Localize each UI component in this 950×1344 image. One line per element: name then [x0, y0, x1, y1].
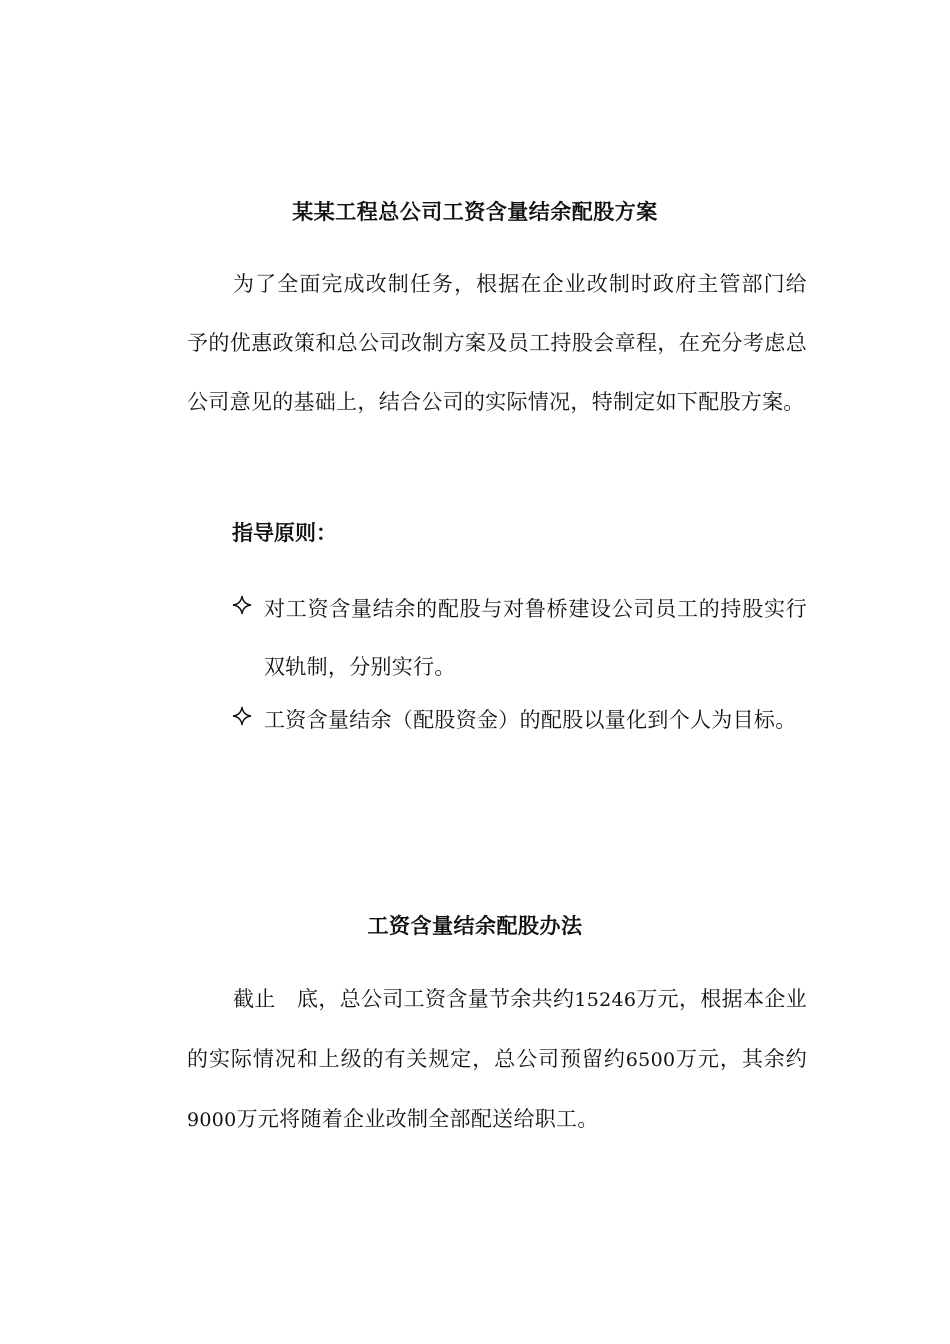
principles-heading: 指导原则： [232, 521, 337, 545]
four-point-star-icon [232, 706, 252, 726]
amount-distributed: 9000 [187, 1109, 237, 1131]
four-point-star-icon [232, 595, 252, 615]
amount-total: 15246 [574, 989, 637, 1011]
principle-item [232, 691, 807, 749]
document-title: 某某工程总公司工资含量结余配股方案 [292, 200, 658, 224]
method-paragraph [187, 970, 807, 1150]
method-text: 万元，其余约 [675, 1047, 807, 1071]
intro-paragraph: 为了全面完成改制任务，根据在企业改制时政府主管部门给予的优惠政策和总公司改制方案及员工持股会章程，在充分考虑总公司意见的基础上，结合公司的实际情况，特制定如下配股方案。 [187, 272, 807, 414]
principle-text: 工资含量结余（配股资金）的配股以量化到个人为目标。 [264, 708, 797, 732]
principle-item [232, 580, 807, 696]
method-title: 工资含量结余配股办法 [367, 914, 583, 938]
method-text: 万元，根据本企业的实际情况和上级的有关规定，总公司预留约 [187, 987, 807, 1071]
method-text: 截止 底，总公司工资含量节余共约 [233, 987, 575, 1011]
principle-text: 对工资含量结余的配股与对鲁桥建设公司员工的持股实行双轨制，分别实行。 [264, 597, 807, 679]
amount-reserved: 6500 [625, 1049, 676, 1071]
method-text: 万元将随着企业改制全部配送给职工。 [236, 1107, 599, 1131]
